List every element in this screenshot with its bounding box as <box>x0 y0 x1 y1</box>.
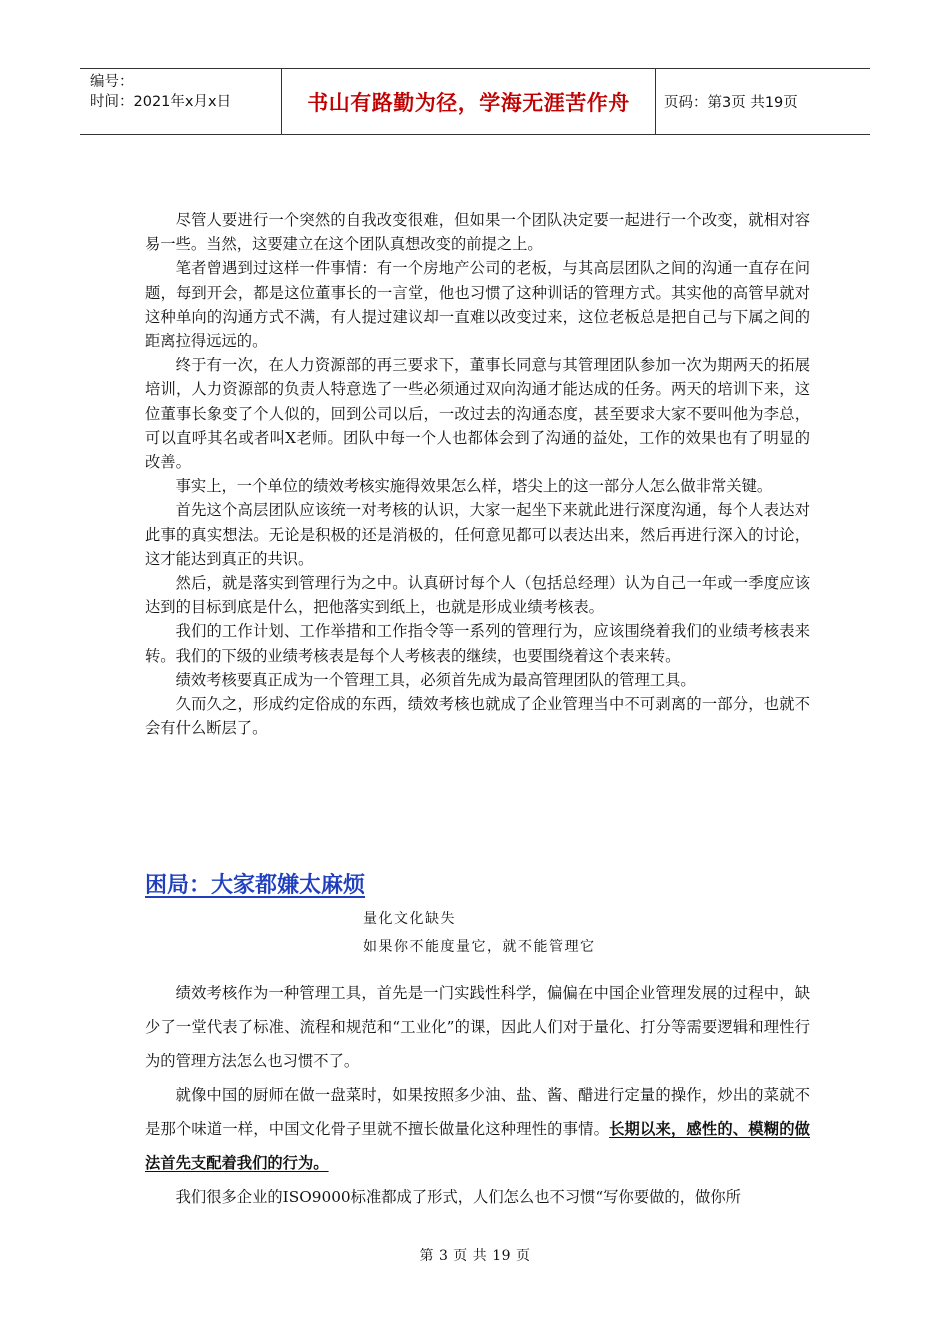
header-page-info: 页码：第3页 共19页 <box>664 95 798 111</box>
section-2-body <box>145 976 810 1214</box>
page-header <box>80 68 870 135</box>
section-1-body <box>145 208 810 740</box>
paragraph: 尽管人要进行一个突然的自我改变很难，但如果一个团队决定要一起进行一个改变，就相对容易一些。当然，这要建立在这个团队真想改变的前提之上。 <box>145 211 810 254</box>
paragraph <box>145 1078 810 1180</box>
paragraph: 绩效考核作为一种管理工具，首先是一门实践性科学，偏偏在中国企业管理发展的过程中，缺少了一堂代表了标准、流程和规范和“工业化”的课，因此人们对于量化、打分等需要逻辑和理性行为的管理方法怎么也习惯不了。 <box>145 984 810 1070</box>
emphasized-text: 长期以来，感性的、模糊的做法首先支配着我们的行为。 <box>145 1120 810 1172</box>
paragraph: 我们的工作计划、工作举措和工作指令等一系列的管理行为，应该围绕着我们的业绩考核表来转。我们的下级的业绩考核表是每个人考核表的继续，也要围绕着这个表来转。 <box>145 622 810 665</box>
section-heading: 困局：大家都嫌太麻烦 <box>145 873 366 898</box>
document-date-label: 时间：2021年x月x日 <box>90 94 232 110</box>
paragraph: 我们很多企业的ISO9000标准都成了形式，人们怎么也不习惯“写你要做的，做你所 <box>175 1188 741 1206</box>
section-subtitles <box>363 905 596 961</box>
paragraph: 然后，就是落实到管理行为之中。认真研讨每个人（包括总经理）认为自己一年或一季度应该达到的目标到底是什么，把他落实到纸上，也就是形成业绩考核表。 <box>145 574 810 617</box>
header-motto-cell <box>281 69 656 134</box>
document-number-label: 编号： <box>90 74 134 90</box>
paragraph: 终于有一次，在人力资源部的再三要求下，董事长同意与其管理团队参加一次为期两天的拓展培训，人力资源部的负责人特意选了一些必须通过双向沟通才能达成的任务。两天的培训下来，这位董事长象变了个人似的，回到公司以后，一改过去的沟通态度，甚至要求大家不要叫他为李总，可以直呼其名或者叫X老师。团队中每一个人也都体会到了沟通的益处，工作的效果也有了明显的改善。 <box>145 356 810 472</box>
subtitle-1: 量化文化缺失 <box>363 911 456 927</box>
subtitle-2: 如果你不能度量它，就不能管理它 <box>363 939 596 955</box>
paragraph: 绩效考核要真正成为一个管理工具，必须首先成为最高管理团队的管理工具。 <box>175 670 696 689</box>
paragraph: 笔者曾遇到过这样一件事情：有一个房地产公司的老板，与其高层团队之间的沟通一直存在问题，每到开会，都是这位董事长的一言堂，他也习惯了这种训话的管理方式。其实他的高管早就对这种单向的沟通方式不满，有人提过建议却一直难以改变过来，这位老板总是把自己与下属之间的距离拉得远远的。 <box>145 259 810 351</box>
header-motto: 书山有路勤为径，学海无涯苦作舟 <box>307 90 630 115</box>
paragraph: 首先这个高层团队应该统一对考核的认识，大家一起坐下来就此进行深度沟通，每个人表达对此事的真实想法。无论是积极的还是消极的，任何意见都可以表达出来，然后再进行深入的讨论，这才能达到真正的共识。 <box>145 501 810 568</box>
paragraph: 事实上，一个单位的绩效考核实施得效果怎么样，塔尖上的这一部分人怎么做非常关键。 <box>175 477 773 496</box>
page-footer: 第 3 页 共 19 页 <box>419 1248 531 1264</box>
paragraph: 久而久之，形成约定俗成的东西，绩效考核也就成了企业管理当中不可剥离的一部分，也就不会有什么断层了。 <box>145 695 810 738</box>
header-meta <box>80 69 281 134</box>
paragraph-text: 就像中国的厨师在做一盘菜时，如果按照多少油、盐、酱、醋进行定量的操作，炒出的菜就不是那个味道一样，中国文化骨子里就不擅长做量化这种理性的事情。 <box>145 1086 810 1138</box>
